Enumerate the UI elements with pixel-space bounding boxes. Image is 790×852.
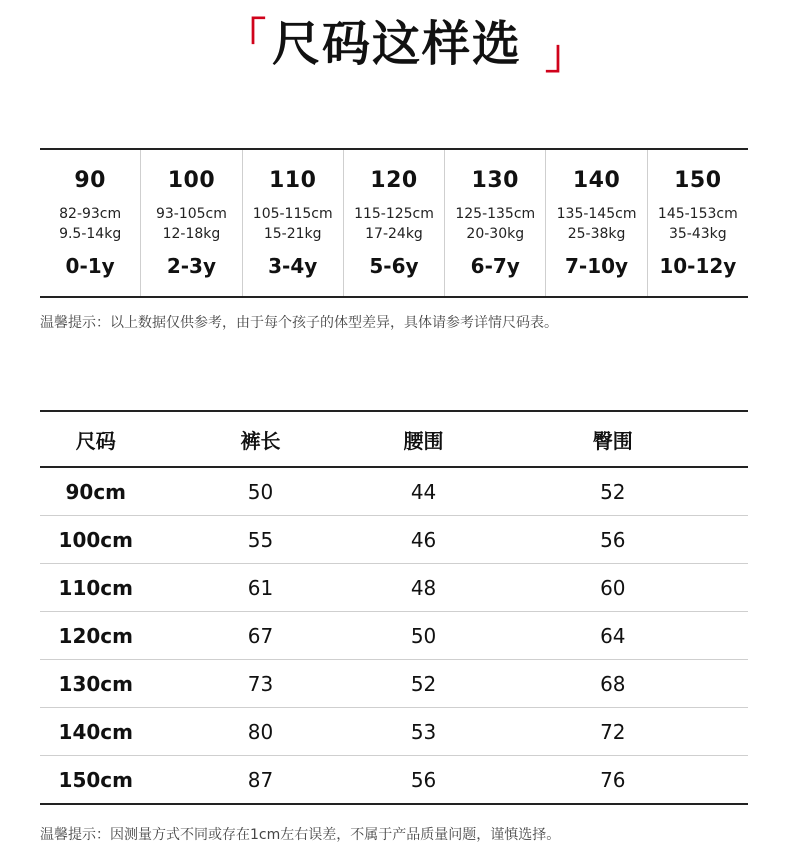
summary-size: 100 (167, 168, 216, 193)
cell-waist: 44 (410, 479, 437, 504)
header-size: 尺码 (75, 428, 116, 453)
summary-col-130 (445, 150, 546, 296)
header-length: 裤长 (240, 428, 281, 453)
tip-note: 温馨提示：以上数据仅供参考，由于每个孩子的体型差异，具体请参考详情尺码表。 (40, 315, 558, 331)
summary-col-120 (344, 150, 445, 296)
table-row (40, 564, 748, 612)
table-row (40, 708, 748, 756)
cell-length: 50 (247, 479, 274, 504)
cell-hip: 60 (600, 575, 626, 600)
page-title-block (0, 0, 790, 90)
summary-height: 105-115cm (252, 206, 333, 222)
summary-age: 7-10y (565, 254, 629, 278)
header-hip: 臀围 (592, 428, 633, 453)
cell-size: 150cm (58, 767, 133, 792)
header-waist: 腰围 (403, 428, 444, 453)
summary-size: 120 (370, 168, 418, 193)
summary-height: 115-125cm (354, 206, 434, 222)
summary-height: 93-105cm (155, 206, 227, 222)
summary-age: 6-7y (470, 254, 520, 278)
summary-height: 125-135cm (455, 206, 536, 222)
summary-weight: 20-30kg (466, 226, 525, 242)
table-row (40, 756, 748, 803)
summary-size: 110 (268, 168, 317, 193)
summary-col-150 (648, 150, 748, 296)
cell-hip: 56 (600, 527, 626, 552)
summary-size: 140 (572, 168, 621, 193)
cell-length: 87 (247, 767, 274, 792)
summary-height: 135-145cm (556, 206, 637, 222)
right-bracket: 」 (545, 32, 585, 78)
page-title: 尺码这样选 (271, 16, 522, 72)
cell-waist: 46 (410, 527, 437, 552)
table-header (40, 412, 748, 468)
cell-length: 67 (247, 623, 274, 648)
cell-hip: 68 (600, 671, 626, 696)
summary-size: 150 (674, 168, 722, 193)
cell-hip: 64 (600, 623, 626, 648)
summary-weight: 35-43kg (668, 226, 727, 242)
summary-weight: 15-21kg (263, 226, 322, 242)
tip-note: 温馨提示：因测量方式不同或存在1cm左右误差，不属于产品质量问题，谨慎选择。 (40, 827, 561, 843)
cell-hip: 72 (600, 719, 626, 744)
summary-age: 5-6y (369, 254, 419, 278)
cell-hip: 52 (600, 479, 626, 504)
summary-col-90 (40, 150, 141, 296)
summary-col-100 (141, 150, 242, 296)
cell-waist: 53 (410, 719, 437, 744)
table-row (40, 660, 748, 708)
cell-hip: 76 (600, 767, 626, 792)
summary-age: 0-1y (65, 254, 115, 278)
cell-length: 80 (247, 719, 274, 744)
summary-weight: 25-38kg (567, 226, 626, 242)
cell-length: 55 (247, 527, 274, 552)
cell-length: 73 (247, 671, 274, 696)
cell-size: 130cm (58, 671, 133, 696)
cell-size: 100cm (58, 527, 133, 552)
summary-age: 2-3y (166, 254, 216, 278)
cell-size: 120cm (58, 623, 133, 648)
size-summary-grid (40, 148, 748, 298)
cell-waist: 56 (410, 767, 437, 792)
summary-weight: 12-18kg (162, 226, 221, 242)
cell-waist: 48 (410, 575, 437, 600)
summary-height: 145-153cm (657, 206, 738, 222)
summary-age: 10-12y (659, 254, 737, 278)
summary-col-140 (546, 150, 647, 296)
summary-size: 130 (471, 168, 519, 193)
summary-age: 3-4y (268, 254, 318, 278)
summary-size: 90 (74, 168, 106, 193)
cell-size: 90cm (65, 479, 127, 504)
summary-height: 82-93cm (59, 206, 122, 222)
cell-length: 61 (247, 575, 274, 600)
table-row (40, 612, 748, 660)
summary-col-110 (243, 150, 344, 296)
summary-weight: 17-24kg (365, 226, 423, 242)
cell-waist: 52 (410, 671, 437, 696)
table-row (40, 468, 748, 516)
cell-waist: 50 (410, 623, 437, 648)
summary-weight: 9.5-14kg (59, 226, 122, 242)
size-detail-table (40, 410, 748, 805)
left-bracket: 「 (226, 15, 266, 61)
cell-size: 140cm (58, 719, 133, 744)
table-row (40, 516, 748, 564)
cell-size: 110cm (58, 575, 133, 600)
